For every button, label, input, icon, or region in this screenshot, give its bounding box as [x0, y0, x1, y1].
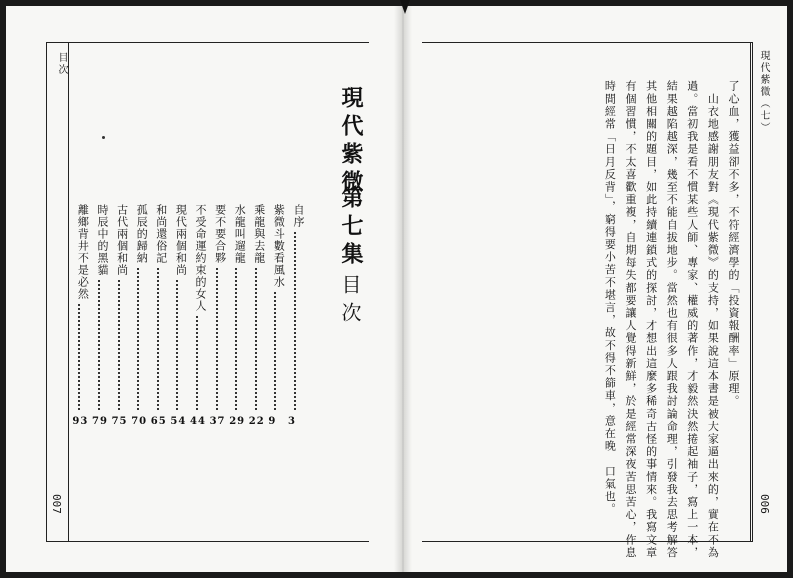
preface-column: 其他相關的題目，如此持續連鎖式的探討，才想出這麼多稀奇古怪的事情來。我寫文章 — [644, 80, 658, 559]
toc-leader-dots — [118, 280, 122, 410]
toc-leader-dots — [137, 268, 141, 410]
toc-leader-dots — [176, 280, 180, 410]
volume-title: 第七集 — [338, 186, 364, 270]
toc-entry-page: 22 — [248, 416, 265, 427]
book-title: 現代紫微 — [338, 86, 364, 198]
running-header-left: 目次 — [56, 52, 67, 76]
toc-entry-page: 93 — [72, 416, 89, 427]
toc-entry-label: 孤辰的歸納 — [135, 204, 149, 264]
toc-entry-label: 離鄉背井不是必然 — [76, 204, 90, 300]
toc-leader-dots — [235, 268, 239, 410]
book-spread — [6, 6, 787, 572]
toc-entry[interactable] — [209, 204, 228, 427]
toc-entry[interactable] — [111, 204, 130, 427]
toc-leader-dots — [274, 292, 278, 410]
toc-entry-page: 79 — [92, 416, 108, 427]
toc-leader-dots — [157, 268, 161, 410]
toc-leader-dots — [98, 280, 102, 410]
toc-entry[interactable] — [92, 204, 110, 427]
toc-entry-page: 44 — [190, 416, 206, 427]
page-number-left: 007 — [50, 494, 63, 514]
toc-entry[interactable] — [248, 204, 267, 427]
page-number-right: 006 — [758, 494, 771, 514]
toc-leader-dots — [196, 316, 200, 410]
preface-column: 結果越陷越深，幾至不能自拔地步。當然也有很多人跟我討論命理，引發我去思考解答 — [665, 80, 679, 559]
toc-entry-page: 70 — [131, 416, 148, 427]
toc-entry-label: 乘龍與去龍 — [252, 204, 266, 264]
preface-column: 時間經常「日月反背」，窮得要小苦不堪言，故不得不篩車，意在晚 口氣也。 — [603, 80, 617, 516]
toc-entry-label: 和尚還俗記 — [154, 204, 168, 264]
toc-entry-page: 65 — [150, 416, 167, 427]
toc-entry[interactable] — [150, 204, 169, 427]
preface-column: 有個習慣，不太喜歡重複，自期每失都要讓人覺得新鮮，於是經常深夜苦思苦心，作息 — [624, 80, 637, 559]
preface-column: 山衣地感謝朋友對《現代紫微》的支持，如果說這本書是被大家逼出來的，實在不為 — [706, 80, 720, 559]
toc-entry[interactable] — [170, 204, 188, 427]
toc-leader-dots — [78, 304, 82, 410]
toc-entry-label: 紫微斗數看風水 — [272, 204, 286, 288]
toc-entry[interactable] — [288, 204, 306, 427]
preface-column: 過。當初我是看不慣某些人師、專家、權威的著作，才毅然決然捲起袖子，寫上一本， — [685, 80, 699, 559]
toc-entry[interactable] — [229, 204, 247, 427]
toc-heading: 目次 — [338, 274, 362, 330]
toc-entry[interactable] — [190, 204, 208, 427]
preface-column: 了心血，獲益卻不多，不符經濟學的「投資報酬率」原理。 — [727, 80, 740, 408]
toc-entry-label: 水龍叫遛龍 — [233, 204, 247, 264]
toc-entry-page: 29 — [229, 416, 246, 427]
toc-entry-label: 不受命運約束的女人 — [194, 204, 207, 312]
toc-entry-label: 時辰中的黑貓 — [96, 204, 109, 276]
toc-entry-page: 3 — [288, 416, 296, 427]
running-header-right: 現代紫微（七） — [758, 50, 769, 134]
right-margin-rule — [750, 42, 751, 541]
toc-entry[interactable] — [131, 204, 149, 427]
left-margin-rule — [68, 42, 69, 541]
toc-leader-dots — [216, 268, 220, 410]
toc-leader-dots — [255, 268, 259, 410]
toc-entry-label: 古代兩個和尚 — [115, 204, 129, 276]
toc-entry-label: 自序 — [292, 204, 305, 228]
right-page-frame — [422, 42, 753, 542]
toc-entry[interactable] — [268, 204, 286, 427]
toc-entry-page: 37 — [209, 416, 226, 427]
toc-entry-page: 9 — [268, 416, 277, 427]
ink-speck — [102, 136, 105, 139]
toc-entry-label: 現代兩個和尚 — [174, 204, 188, 276]
toc-entry-label: 要不要合夥 — [213, 204, 227, 264]
toc-entry-page: 75 — [111, 416, 128, 427]
toc-entry-page: 54 — [170, 416, 187, 427]
toc-entry[interactable] — [72, 204, 90, 427]
toc-leader-dots — [294, 232, 298, 410]
book-gutter — [394, 6, 412, 572]
